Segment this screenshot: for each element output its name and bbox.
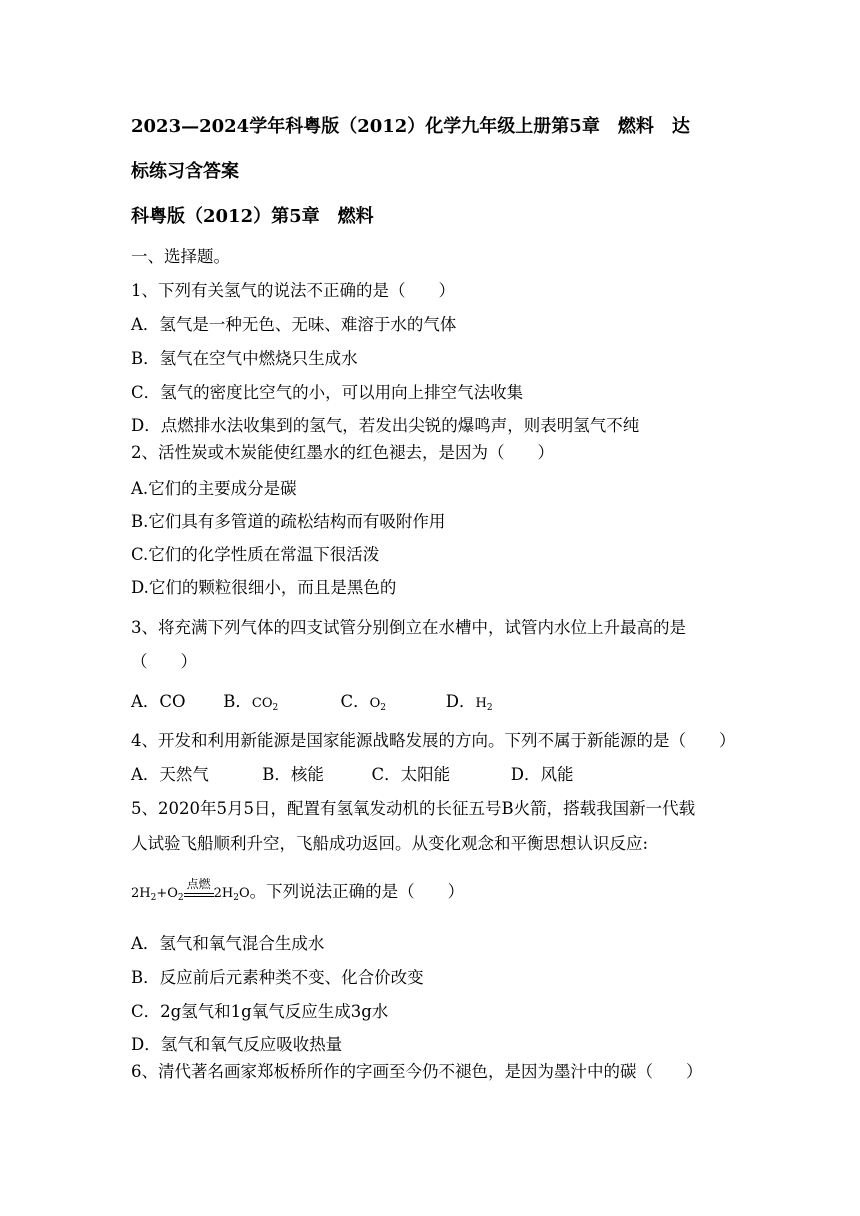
q5-stem-line1: 5、2020年5月5日，配置有氢氧发动机的长征五号B火箭，搭载我国新一代载 [131, 799, 696, 818]
q6-stem: 6、清代著名画家郑板桥所作的字画至今仍不褪色，是因为墨汁中的碳（ ） [131, 1062, 703, 1081]
reaction-condition: 点燃 [186, 877, 211, 891]
q3-option-c-label: C． [340, 692, 370, 711]
q3-option-a: A．CO [131, 692, 186, 711]
q4-option-c: C．太阳能 [371, 765, 451, 784]
q4-option-d: D．风能 [510, 765, 574, 784]
q5-stem-line2: 人试验飞船顺利升空，飞船成功返回。从变化观念和平衡思想认识反应: [131, 834, 649, 853]
section-heading: 一、选择题。 [131, 247, 230, 266]
q4-option-a: A．天然气 [131, 765, 209, 784]
q3-option-c-sub: 2 [380, 703, 387, 713]
q1-stem: 1、下列有关氢气的说法不正确的是（ ） [131, 281, 455, 300]
doc-title-line2: 标练习含答案 [131, 161, 239, 182]
q1-option-c: C．氢气的密度比空气的小，可以用向上排空气法收集 [131, 383, 524, 402]
doc-subtitle: 科粤版（2012）第5章 燃料 [131, 206, 374, 227]
q3-option-b [223, 692, 335, 718]
q3-option-b-label: B． [223, 692, 252, 711]
q4-option-b: B．核能 [262, 765, 324, 784]
eq-sub-1: 2 [150, 893, 157, 903]
q3-option-c [341, 692, 441, 718]
q2-option-a: A.它们的主要成分是碳 [131, 479, 297, 498]
q3-options [131, 692, 493, 718]
q5-option-b: B．反应前后元素种类不变、化合价改变 [131, 968, 424, 987]
q5-option-d: D．氢气和氧气反应吸收热量 [131, 1035, 343, 1054]
q4-stem: 4、开发和利用新能源是国家能源战略发展的方向。下列不属于新能源的是（ ） [131, 731, 736, 750]
q5-option-a: A．氢气和氧气混合生成水 [131, 934, 325, 953]
eq-term-4: O [238, 886, 250, 901]
q1-option-a: A．氢气是一种无色、无味、难溶于水的气体 [131, 315, 457, 334]
q2-stem: 2、活性炭或木炭能使红墨水的红色褪去，是因为（ ） [131, 443, 554, 462]
chemical-equation [131, 877, 250, 903]
q3-option-b-formula [252, 694, 278, 718]
q5-equation-line [131, 877, 465, 908]
reaction-arrow [184, 877, 214, 897]
q3-option-c-formula [370, 694, 386, 718]
eq-term-3: 2H [213, 886, 234, 901]
q3-option-c-base: O [369, 696, 381, 711]
q3-option-d-formula [475, 694, 492, 718]
q3-option-b-sub: 2 [272, 703, 279, 713]
q2-option-c: C.它们的化学性质在常温下很活泼 [131, 545, 380, 564]
q3-stem-line2: （ ） [131, 652, 197, 671]
eq-sub-3: 2 [233, 893, 239, 903]
q4-options [131, 765, 573, 785]
q3-option-d-sub: 2 [486, 703, 493, 713]
q5-stem-tail: 。下列说法正确的是（ ） [249, 882, 465, 901]
q2-option-d: D.它们的颗粒很细小，而且是黑色的 [131, 578, 397, 597]
q3-stem-line1: 3、将充满下列气体的四支试管分别倒立在水槽中，试管内水位上升最高的是 [131, 618, 686, 637]
doc-title-line1: 2023—2024学年科粤版（2012）化学九年级上册第5章 燃料 达 [131, 116, 690, 137]
q3-option-d [446, 692, 493, 718]
q1-option-d: D．点燃排水法收集到的氢气，若发出尖锐的爆鸣声，则表明氢气不纯 [131, 416, 640, 435]
eq-sub-2: 2 [177, 893, 184, 903]
q5-option-c: C．2g氢气和1g氧气反应生成3g水 [131, 1002, 389, 1021]
eq-term-2: +O [156, 886, 178, 901]
q2-option-b: B.它们具有多管道的疏松结构而有吸附作用 [131, 512, 446, 531]
q3-option-b-base: CO [251, 696, 273, 711]
q1-option-b: B．氢气在空气中燃烧只生成水 [131, 349, 358, 368]
q3-option-d-base: H [475, 696, 487, 711]
q3-option-d-label: D． [445, 692, 476, 711]
eq-term-1: 2H [131, 886, 151, 901]
